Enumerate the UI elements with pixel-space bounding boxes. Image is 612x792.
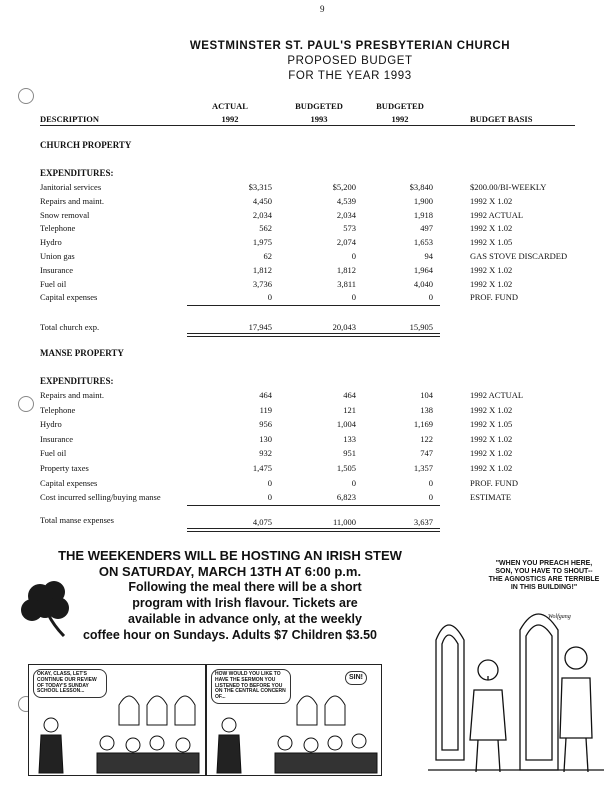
- comic-panel-2-drawing: [207, 665, 381, 775]
- cartoon-drawing: [428, 600, 604, 780]
- manse-property-row-actual: 0: [267, 492, 272, 503]
- church-property-row-actual: 4,450: [252, 195, 272, 206]
- manse-property-row-description: Telephone: [40, 404, 76, 415]
- manse-property-row-budget-1993: 1,004: [336, 419, 356, 430]
- church-property-row-budget-1992: 94: [424, 251, 433, 261]
- church-expenditures-label: EXPENDITURES:: [40, 168, 114, 178]
- binder-hole-top: [18, 88, 34, 104]
- cartoon-preacher: [428, 560, 604, 780]
- church-property-row-budget-1993: 2,074: [336, 237, 356, 248]
- comic-panel-1-drawing: [29, 665, 205, 775]
- church-property-row-basis: PROF. FUND: [470, 292, 518, 303]
- church-property-row-budget-1992: 1,653: [413, 237, 433, 248]
- manse-property-row-description: Capital expenses: [40, 477, 98, 488]
- announcement-line-1: THE WEEKENDERS WILL BE HOSTING AN IRISH STEW: [58, 548, 402, 563]
- binder-hole-middle: [18, 396, 34, 412]
- church-property-row-description: Telephone: [40, 223, 76, 234]
- church-property-row-budget-1993: 0: [351, 251, 356, 261]
- manse-property-row-description: Property taxes: [40, 463, 89, 473]
- manse-property-row-budget-1993: 1,505: [336, 463, 356, 473]
- manse-property-row-description: Fuel oil: [40, 448, 67, 459]
- church-total-actual: 17,945: [248, 322, 272, 332]
- church-property-row-budget-1993: 0: [351, 292, 356, 303]
- announcement-line-6: coffee hour on Sundays. Adults $7 Children $3.50: [82, 628, 378, 642]
- announcement-line-4: program with Irish flavour. Tickets are: [132, 596, 358, 610]
- manse-property-row-basis: 1992 X 1.02: [470, 448, 513, 459]
- church-property-row-budget-1993: 4,539: [336, 195, 356, 206]
- manse-property-row-actual: 932: [259, 448, 272, 459]
- header-rule: [40, 125, 575, 126]
- church-property-row-budget-1993: 573: [343, 223, 356, 234]
- manse-property-row-basis: 1992 X 1.02: [470, 404, 513, 415]
- col-actual-bottom: 1992: [221, 114, 239, 124]
- manse-total-label: Total manse expenses: [40, 515, 114, 525]
- church-subtotal-rule: [187, 305, 440, 306]
- manse-expenditures-label: EXPENDITURES:: [40, 376, 114, 386]
- church-total-label: Total church exp.: [40, 322, 100, 332]
- church-property-row-actual: 62: [263, 251, 272, 261]
- church-property-row-actual: 1,975: [252, 237, 272, 248]
- church-property-row-basis: 1992 X 1.02: [470, 278, 513, 289]
- comic-panel-2-reply: SIN!: [345, 671, 367, 685]
- col-budget-basis: BUDGET BASIS: [470, 114, 533, 124]
- manse-property-row-budget-1992: 0: [428, 492, 433, 503]
- church-property-row-actual: 1,812: [252, 264, 272, 275]
- manse-total-b92: 3,637: [413, 517, 433, 527]
- col-budgeted93-top: BUDGETED: [295, 101, 343, 111]
- manse-property-row-description: Hydro: [40, 419, 62, 430]
- page-title: WESTMINSTER ST. PAUL'S PRESBYTERIAN CHURCH: [189, 40, 511, 52]
- church-property-row-description: Union gas: [40, 251, 75, 261]
- comic-panel-2: [206, 664, 382, 776]
- church-property-row-basis: 1992 X 1.02: [470, 264, 513, 275]
- manse-property-row-actual: 464: [259, 390, 272, 400]
- manse-property-row-budget-1993: 133: [343, 433, 356, 444]
- manse-property-row-basis: ESTIMATE: [470, 492, 512, 503]
- manse-property-row-budget-1993: 6,823: [336, 492, 356, 503]
- manse-property-row-description: Insurance: [40, 433, 74, 444]
- col-description: DESCRIPTION: [40, 114, 100, 124]
- comic-panel-1-speech: OKAY, CLASS, LET'S CONTINUE OUR REVIEW OF TODAY'S SUNDAY SCHOOL LESSON...: [33, 669, 107, 698]
- manse-property-row-description: Repairs and maint.: [40, 390, 104, 400]
- manse-total-actual: 4,075: [252, 517, 272, 527]
- church-property-row-basis: GAS STOVE DISCARDED: [470, 251, 568, 261]
- shamrock-icon: [18, 578, 80, 640]
- church-property-row-description: Snow removal: [40, 209, 90, 220]
- church-property-row-actual: 562: [259, 223, 272, 234]
- manse-property-row-budget-1992: 122: [420, 433, 433, 444]
- church-property-row-actual: 3,736: [252, 278, 272, 289]
- church-property-row-basis: 1992 X 1.02: [470, 223, 513, 234]
- church-property-row-description: Capital expenses: [40, 292, 98, 303]
- manse-subtotal-rule: [187, 505, 440, 506]
- announcement-line-2: ON SATURDAY, MARCH 13TH AT 6:00 p.m.: [98, 564, 362, 579]
- manse-property-row-actual: 0: [267, 477, 272, 488]
- announcement-line-3: Following the meal there will be a short: [128, 580, 362, 594]
- manse-property-row-basis: PROF. FUND: [470, 477, 518, 488]
- manse-property-row-basis: 1992 ACTUAL: [470, 390, 524, 400]
- church-property-row-actual: 2,034: [252, 209, 272, 220]
- church-total-b92: 15,905: [409, 322, 433, 332]
- manse-property-row-description: Cost incurred selling/buying manse: [40, 492, 161, 503]
- col-budgeted92-top: BUDGETED: [376, 101, 424, 111]
- manse-total-rule: [187, 528, 440, 532]
- church-total-b93: 20,043: [332, 322, 356, 332]
- manse-property-row-budget-1993: 951: [343, 448, 356, 459]
- manse-property-row-budget-1992: 138: [420, 404, 433, 415]
- church-total-rule: [187, 333, 440, 337]
- page-number: 9: [320, 4, 325, 14]
- page-year: FOR THE YEAR 1993: [288, 70, 412, 82]
- church-property-row-budget-1992: 497: [420, 223, 433, 234]
- church-property-row-basis: 1992 X 1.02: [470, 195, 513, 206]
- church-property-row-budget-1993: 2,034: [336, 209, 356, 220]
- cartoon-signature: Wolfgang: [548, 614, 571, 620]
- church-property-row-budget-1992: $3,840: [409, 182, 433, 192]
- col-budgeted93-bottom: 1993: [310, 114, 328, 124]
- church-property-row-description: Repairs and maint.: [40, 195, 104, 206]
- manse-property-row-budget-1993: 464: [343, 390, 356, 400]
- manse-property-row-budget-1993: 0: [351, 477, 356, 488]
- manse-property-row-actual: 119: [259, 404, 272, 415]
- col-budgeted92-bottom: 1992: [391, 114, 409, 124]
- manse-property-row-actual: 956: [259, 419, 272, 430]
- church-property-row-budget-1993: $5,200: [332, 182, 356, 192]
- announcement-line-5: available in advance only, at the weekly: [128, 612, 362, 626]
- church-property-row-description: Insurance: [40, 264, 74, 275]
- church-property-row-budget-1993: 3,811: [337, 278, 356, 289]
- manse-property-row-budget-1992: 1,357: [413, 463, 433, 473]
- cartoon-caption: "WHEN YOU PREACH HERE, SON, YOU HAVE TO SHOUT-- THE AGNOSTICS ARE TERRIBLE IN THIS BUILDING!": [488, 560, 600, 592]
- church-property-row-description: Fuel oil: [40, 278, 67, 289]
- church-property-row-basis: 1992 X 1.05: [470, 237, 513, 248]
- manse-total-b93: 11,000: [332, 517, 356, 527]
- church-property-row-actual: $3,315: [248, 182, 272, 192]
- church-property-row-basis: $200.00/BI-WEEKLY: [470, 182, 547, 192]
- section-church-property: CHURCH PROPERTY: [40, 140, 132, 150]
- manse-property-row-budget-1992: 0: [428, 477, 433, 488]
- manse-property-row-basis: 1992 X 1.05: [470, 419, 513, 430]
- manse-property-row-budget-1993: 121: [343, 404, 356, 415]
- church-property-row-basis: 1992 ACTUAL: [470, 209, 524, 220]
- church-property-row-budget-1992: 1,964: [413, 264, 433, 275]
- church-property-row-budget-1992: 0: [428, 292, 433, 303]
- church-property-row-budget-1992: 4,040: [413, 278, 433, 289]
- manse-property-row-budget-1992: 104: [420, 390, 433, 400]
- church-property-row-description: Hydro: [40, 237, 62, 248]
- page-subtitle: PROPOSED BUDGET: [287, 55, 413, 67]
- manse-property-row-actual: 130: [259, 433, 272, 444]
- comic-panel-2-speech: HOW WOULD YOU LIKE TO HAVE THE SERMON YOU LISTENED TO BEFORE YOU ON THE CENTRAL CONCERN OF...: [211, 669, 291, 704]
- manse-property-row-budget-1992: 1,169: [413, 419, 433, 430]
- church-property-row-budget-1993: 1,812: [336, 264, 356, 275]
- church-property-row-budget-1992: 1,900: [413, 195, 433, 206]
- manse-property-row-budget-1992: 747: [420, 448, 433, 459]
- church-property-row-actual: 0: [267, 292, 272, 303]
- church-property-row-description: Janitorial services: [40, 182, 102, 192]
- manse-property-row-basis: 1992 X 1.02: [470, 463, 513, 473]
- manse-property-row-basis: 1992 X 1.02: [470, 433, 513, 444]
- section-manse-property: MANSE PROPERTY: [40, 348, 124, 358]
- church-property-row-budget-1992: 1,918: [413, 209, 433, 220]
- comic-panel-1: [28, 664, 206, 776]
- manse-property-row-actual: 1,475: [252, 463, 272, 473]
- col-actual-top: ACTUAL: [212, 101, 248, 111]
